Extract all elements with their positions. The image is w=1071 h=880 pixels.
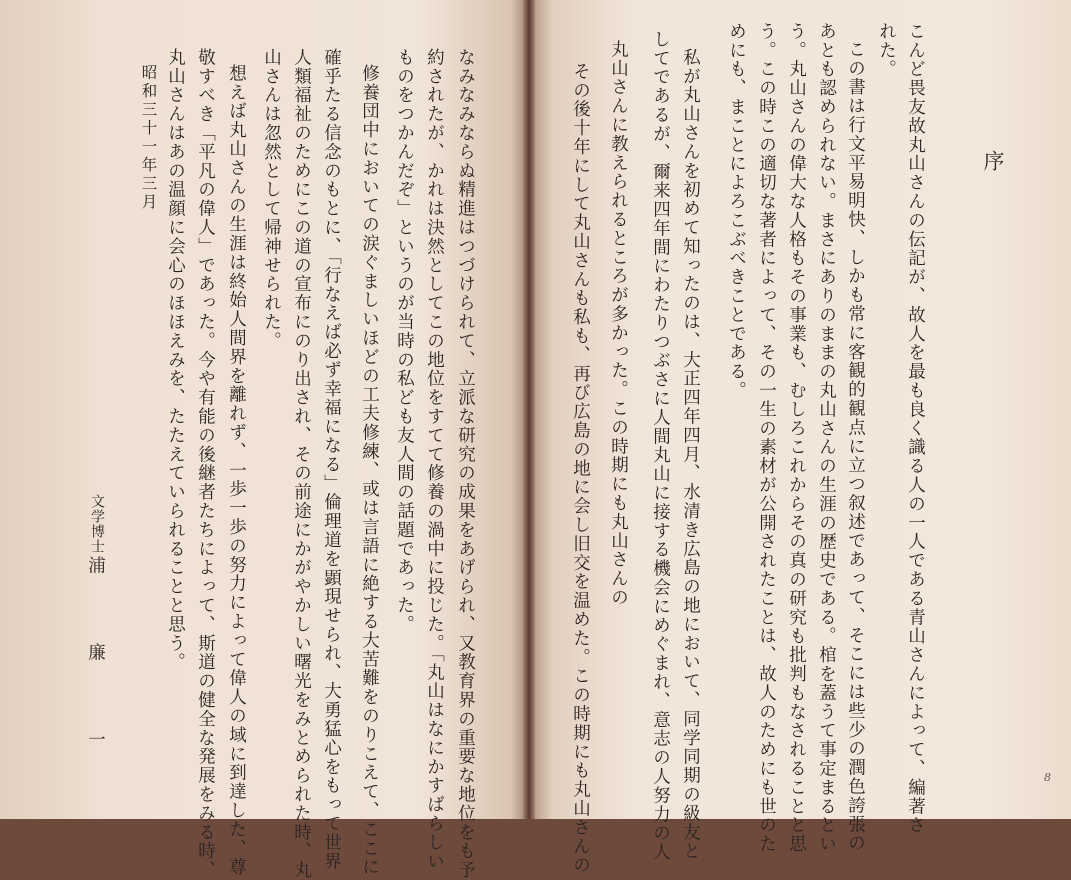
text-line: こんど畏友故丸山さんの伝記が、故人を最も良く識る人の一人である青山さんによって、編著さ [905, 22, 926, 835]
text-line: う。この時この適切な著者によって、その一生の素材が公開されたことは、故人のためにも世のた [756, 22, 777, 854]
text-line: 敬すべき「平凡の偉人」であった。今や有能の後継者たちによって、斯道の健全な発展をみる時、 [195, 48, 216, 880]
text-line: その後十年にして丸山さんも私も、再び広島の地に会し旧交を温めた。この時期にも丸山さんの [570, 62, 591, 875]
text-line: めにも、まことによろこぶべきことである。 [726, 22, 747, 400]
text-line: 私が丸山さんを初めて知ったのは、大正四年四月、水清き広島の地において、同学同期の級友と [680, 48, 701, 861]
text-line: 丸山さんはあの温顔に会心のほほえみを、たたえていられることと思う。 [165, 48, 186, 672]
text-line: 想えば丸山さんの生涯は終始人間界を離れず、一歩一歩の努力によって偉人の域に到達した、尊 [226, 64, 247, 877]
text-line: 確乎たる信念のもとに、「行なえば必ず幸福になる」倫理道を顕現せられ、大勇猛心をもって世界 [321, 48, 342, 871]
page-title: 序 [981, 150, 1005, 171]
text-line: 約されたが、かれは決然としてこの地位をすてて修養の渦中に投じた。「丸山はなにかすばらしい [424, 48, 445, 871]
book-gutter [523, 0, 535, 819]
text-line: れた。 [876, 22, 897, 79]
date-line: 昭和三十一年三月 [139, 64, 158, 212]
text-line: ものをつかんだぞ」というのが当時の私ども友人間の話題であった。 [394, 48, 415, 634]
text-line: 人類福祉のためにこの道の宣布にのり出され、その前途にかがやかしい曙光をみとめられた時、丸 [291, 48, 312, 880]
text-line: なみなみならぬ精進はつづけられて、立派な研究の成果をあげられ、又教育界の重要な地位をも予 [455, 48, 476, 880]
author-name: 浦 廉 一 [85, 556, 106, 774]
text-line: この書は行文平易明快、しかも常に客観的観点に立つ叙述であって、そこには些少の潤色誇張の [845, 40, 866, 853]
text-line: 修養団中においての涙ぐましいほどの工夫修練、或は言語に絶する大苦難をのりこえて、ここに [359, 64, 380, 877]
text-line: 山さんは忽然として帰神せられた。 [261, 48, 282, 351]
text-line: う。丸山さんの偉大な人格もその事業も、むしろこれからその真の研究も批判もなされることと思 [786, 22, 807, 854]
author-title: 文学博士 [89, 494, 105, 554]
page-number: 8 [1044, 771, 1051, 784]
text-line: してであるが、爾来四年間にわたりつぶさに人間丸山に接する機会にめぐまれ、意志の人努力の人 [650, 30, 671, 862]
text-line: あとも認められない。まさにありのままの丸山さんの生涯の歴史である。棺を蓋うて事定まるとい [816, 22, 837, 854]
text-line: 丸山さんに教えられるところが多かった。この時期にも丸山さんの [608, 40, 629, 607]
